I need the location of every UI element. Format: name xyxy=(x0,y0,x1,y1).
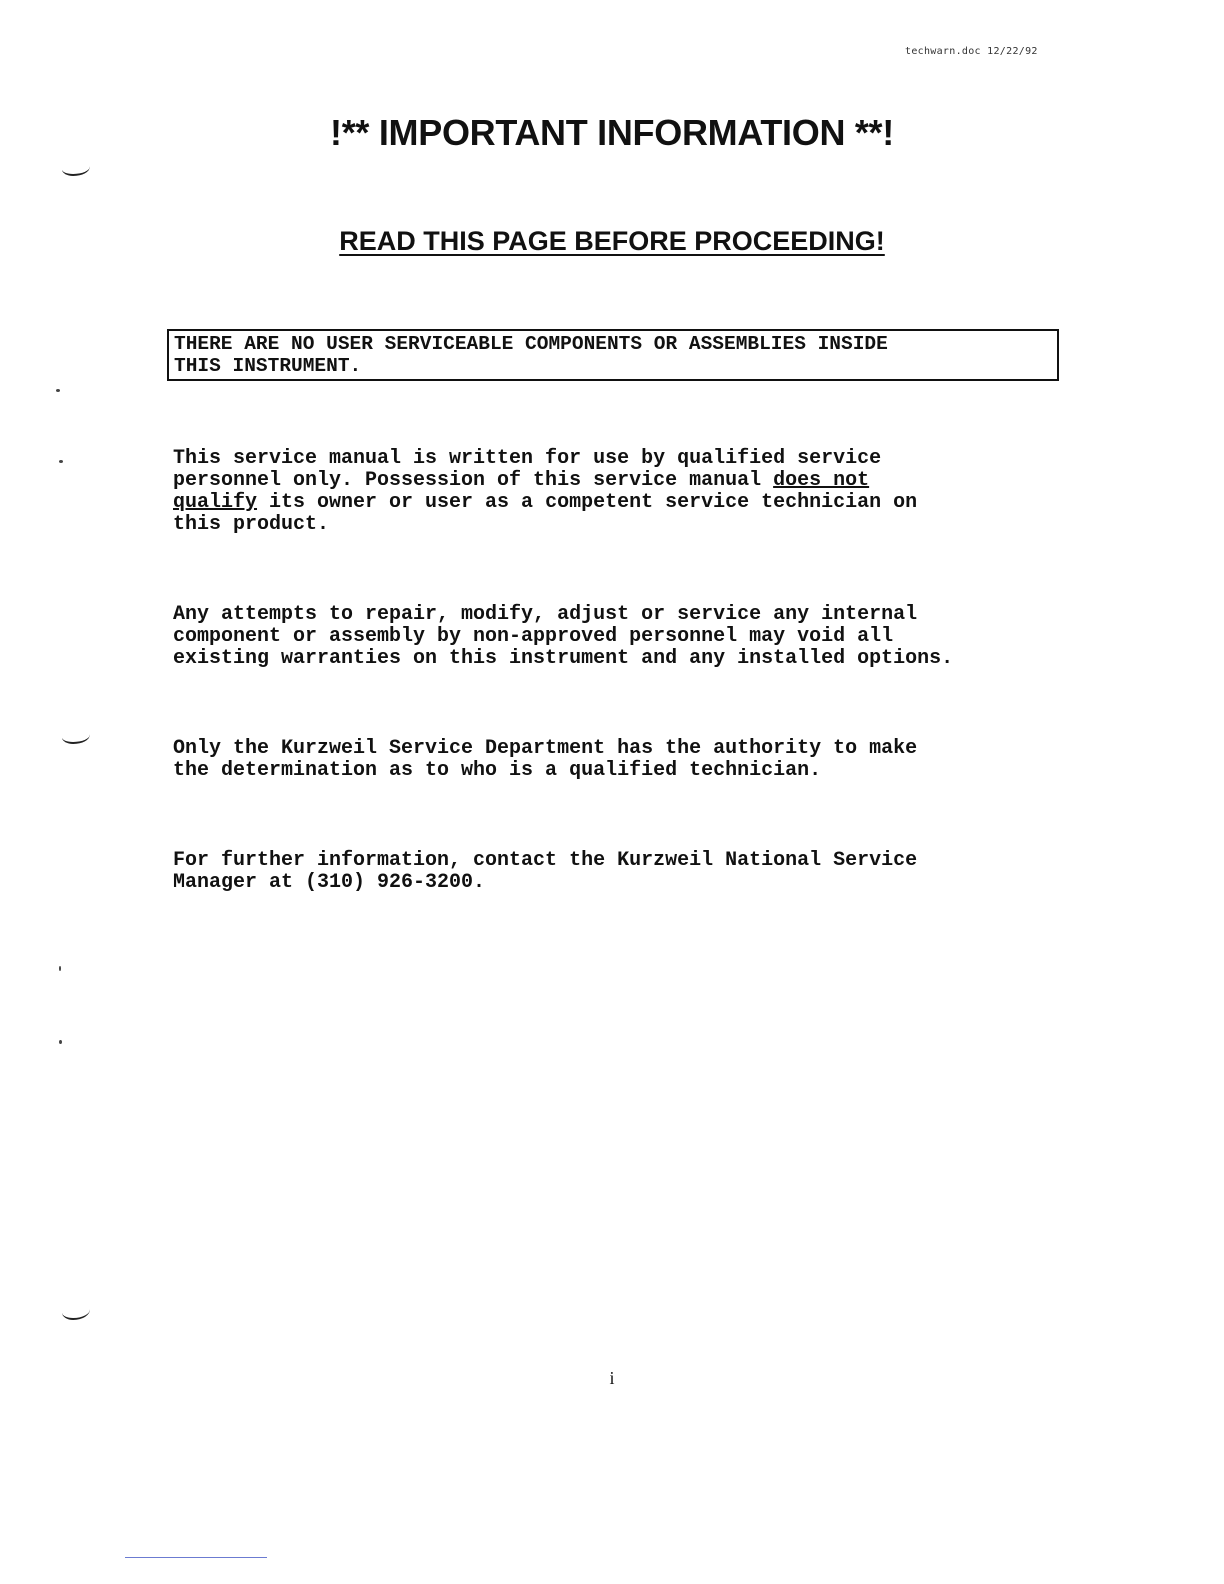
scan-speck xyxy=(59,460,63,463)
emphasis-qualify: qualify xyxy=(173,491,258,514)
page-number: i xyxy=(609,1368,615,1388)
binding-mark xyxy=(62,160,90,176)
paragraph-warranty-warning: Any attempts to repair, modify, adjust or service any internal component or assembly by non-approved personnel may void all existing warranties on this instrument and any installed options. xyxy=(173,603,954,670)
document-file-reference: techwarn.doc 12/22/92 xyxy=(905,46,1038,57)
paragraph-qualified-personnel xyxy=(173,448,1073,536)
paragraph-service-authority: Only the Kurzweil Service Department has the authority to make the determination as to who is a qualified technician. xyxy=(173,737,918,782)
warning-box: THERE ARE NO USER SERVICEABLE COMPONENTS OR ASSEMBLIES INSIDE THIS INSTRUMENT. xyxy=(167,329,1059,381)
binding-mark xyxy=(62,1302,90,1320)
scan-speck xyxy=(59,966,61,971)
page-title: !** IMPORTANT INFORMATION **! xyxy=(330,112,894,153)
page-subtitle: READ THIS PAGE BEFORE PROCEEDING! xyxy=(339,226,885,256)
scan-edge-line xyxy=(125,1557,267,1558)
emphasis-does-not: does not xyxy=(773,469,870,492)
binding-mark xyxy=(62,728,90,744)
paragraph-qualified-personnel-text-start: This service manual is written for use by qualified service personnel only. Possession of this service manual xyxy=(173,447,882,492)
scan-speck xyxy=(56,389,60,392)
paragraph-qualified-personnel-text-end: its owner or user as a competent service technician on this product. xyxy=(173,491,918,536)
paragraph-contact-info: For further information, contact the Kurzweil National Service Manager at (310) 926-3200. xyxy=(173,849,918,894)
scan-speck xyxy=(59,1040,62,1044)
